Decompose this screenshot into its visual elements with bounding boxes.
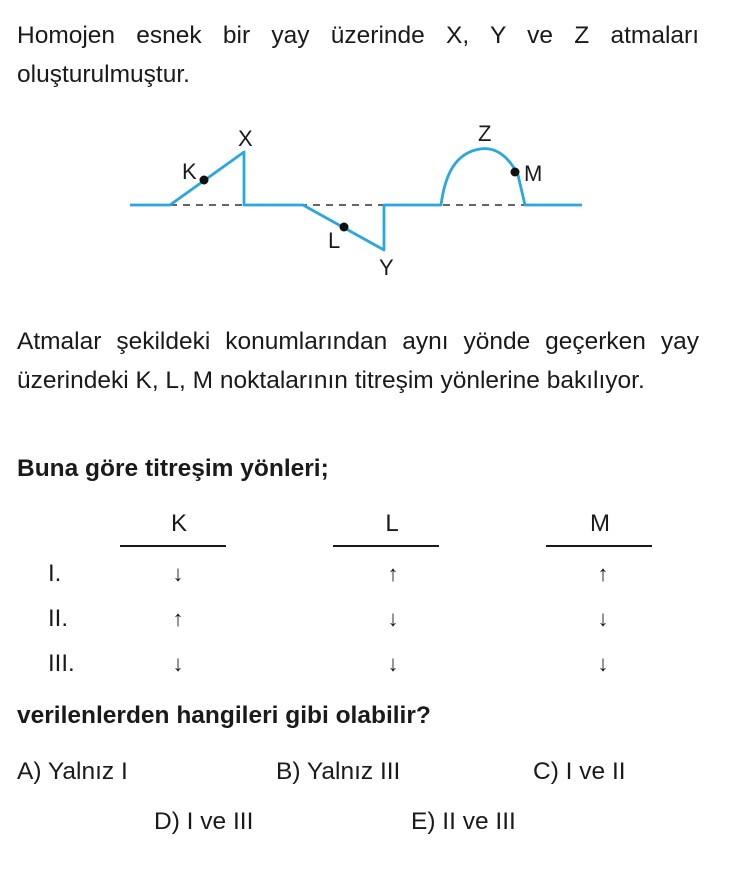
option-d[interactable]: D) I ve III [154,808,254,835]
label-k: K [182,159,197,184]
table-header-rule-m [546,545,652,547]
direction-arrow: ↑ [172,606,184,631]
table-header-rule-l [333,545,439,547]
table-row-label: II. [48,605,69,632]
table-row-label: III. [48,650,75,677]
spring-pulse-figure [120,115,600,290]
question-text: verilenlerden hangileri gibi olabilir? [17,702,431,729]
option-b[interactable]: B) Yalnız III [276,758,401,785]
direction-arrow: ↓ [597,651,609,676]
option-a[interactable]: A) Yalnız I [17,758,128,785]
label-z: Z [478,121,492,146]
point-m-dot [511,168,520,177]
label-y: Y [379,255,394,280]
direction-arrow: ↓ [387,651,399,676]
direction-arrow: ↓ [172,651,184,676]
direction-arrow: ↓ [597,606,609,631]
label-x: X [238,126,253,151]
label-l: L [328,228,341,253]
table-header-rule-k [120,545,226,547]
direction-arrow: ↓ [387,606,399,631]
prompt-text: Buna göre titreşim yönleri; [17,455,329,482]
option-e[interactable]: E) II ve III [411,808,516,835]
spring-wave-path [130,149,582,250]
table-header-m: M [590,510,610,537]
table-row-label: I. [48,560,62,587]
point-l-dot [340,223,349,232]
direction-arrow: ↑ [597,561,609,586]
direction-arrow: ↓ [172,561,184,586]
table-header-k: K [170,510,187,537]
label-m: M [524,161,543,186]
direction-arrow: ↑ [387,561,399,586]
description-text: Atmalar şekildeki konumlarından aynı yönde geçerken yay üzerindeki K, L, M noktalarının titreşim yönlerine bakılıyor. [17,328,699,394]
point-k-dot [200,176,209,185]
intro-text: Homojen esnek bir yay üzerinde X, Y ve Z atmaları oluşturulmuştur. [17,22,699,88]
option-c[interactable]: C) I ve II [533,758,626,785]
table-header-l: L [385,510,399,537]
